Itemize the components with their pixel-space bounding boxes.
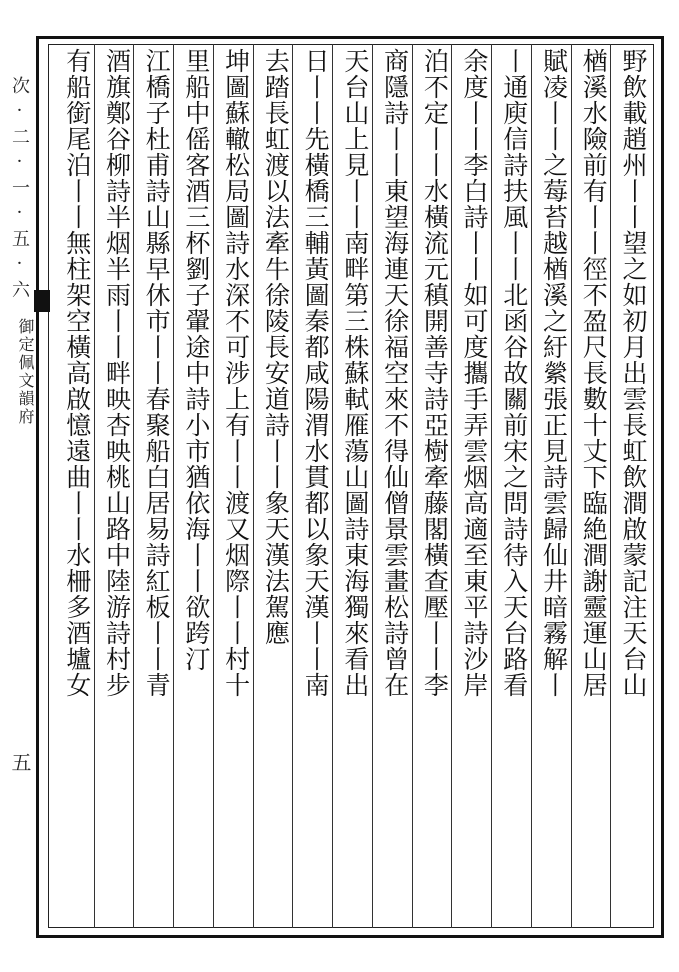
column-rule [531, 44, 532, 928]
text-column: 坤圖蘇轍松局圖詩水深不可涉上有丨丨渡又烟際丨丨村十 [221, 48, 251, 698]
column-rule [173, 44, 174, 928]
left-margin [2, 40, 36, 940]
column-rule [412, 44, 413, 928]
text-column: 天台山上見丨丨南畔第三株蘇軾雁蕩山圖詩東海獨來看出 [340, 48, 370, 698]
text-column: 江橋子杜甫詩山縣早休市丨丨春聚船白居易詩紅板丨丨青 [142, 48, 172, 698]
column-rule [332, 44, 333, 928]
column-rule [571, 44, 572, 928]
text-column: 丨通庾信詩扶風丨丨北函谷故關前宋之問詩待入天台路看 [499, 48, 529, 698]
text-column: 楢溪水險前有丨丨徑不盈尺長數十丈下臨絶澗謝靈運山居 [579, 48, 609, 698]
column-rule [610, 44, 611, 928]
column-rule [213, 44, 214, 928]
text-column: 野飲載趙州丨丨望之如初月出雲長虹飲澗啟蒙記注天台山 [618, 48, 648, 698]
text-column: 余度丨丨李白詩丨丨如可度攜手弄雲烟高適至東平詩沙岸 [460, 48, 490, 698]
column-rule [94, 44, 95, 928]
text-column: 商隱詩丨丨東望海連天徐福空來不得仙僧景雲畫松詩曾在 [380, 48, 410, 698]
column-rule [451, 44, 452, 928]
text-column: 泊不定丨丨水橫流元稹開善寺詩亞樹牽藤閣橫查壓丨丨李 [420, 48, 450, 698]
margin-header-text: 次·二·一·五·六 [9, 76, 30, 304]
column-rule [133, 44, 134, 928]
column-rule [253, 44, 254, 928]
column-rule [372, 44, 373, 928]
text-column: 日丨丨先橫橋三輔黃圖秦都咸陽渭水貫都以象天漢丨丨南 [301, 48, 331, 698]
text-column: 酒旗鄭谷柳詩半烟半雨丨丨畔映杏映桃山路中陸游詩村步 [102, 48, 132, 698]
folio-number: 五 [8, 752, 32, 772]
text-column: 賦凌丨丨之莓苔越楢溪之紆縈張正見詩雲歸仙井暗霧解丨 [539, 48, 569, 698]
book-title: 御定佩文韻府 [16, 318, 35, 426]
column-rule [491, 44, 492, 928]
text-column: 有船銜尾泊丨丨無柱架空橫高啟憶遠曲丨丨水柵多酒壚女 [62, 48, 92, 698]
text-column: 去踏長虹渡以法牽牛徐陵長安道詩丨丨象天漢法駕應 [261, 48, 291, 646]
column-rule [292, 44, 293, 928]
text-column: 里船中傜客酒三杯劉子翬途中詩小市猶依海丨丨欲跨汀 [181, 48, 211, 672]
fishtail-mark [34, 290, 50, 312]
